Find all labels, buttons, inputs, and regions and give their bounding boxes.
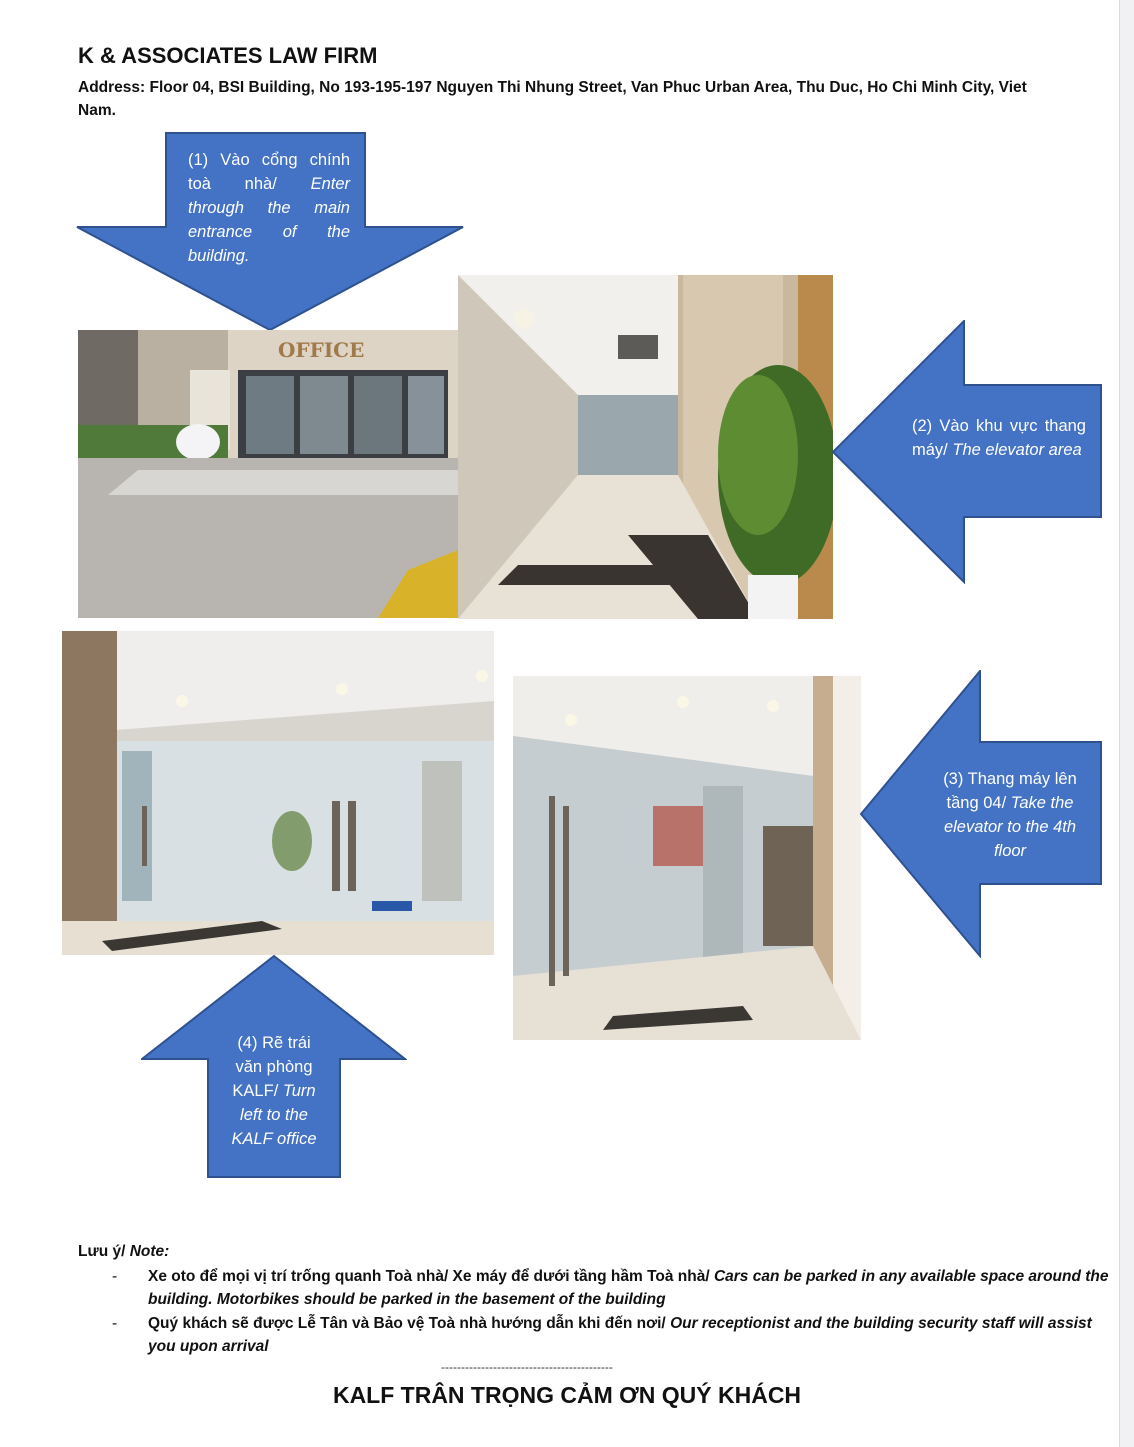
step-2-arrow bbox=[832, 320, 1104, 584]
step-3-text: (3) Thang máy lên tầng 04/ Take the elevator to the 4th floor bbox=[943, 770, 1077, 860]
office-sign: OFFICE bbox=[278, 338, 365, 362]
step-1-text: (1) Vào cổng chính toà nhà/ Enter through the main entrance of the building. bbox=[188, 151, 350, 265]
address-label: Address: bbox=[78, 79, 146, 96]
address bbox=[78, 76, 1058, 122]
note-section bbox=[78, 1240, 1118, 1359]
note-heading: Lưu ý/ Note: bbox=[78, 1243, 170, 1260]
step-4-arrow bbox=[141, 955, 407, 1179]
step-1-arrow bbox=[76, 132, 464, 332]
address-text: Floor 04, BSI Building, No 193-195-197 Nguyen Thi Nhung Street, Van Phuc Urban Area, Thu Duc, Ho Chi Minh City, Viet Nam. bbox=[78, 79, 1027, 119]
elevator-area-photo bbox=[458, 275, 833, 619]
step-4-text: (4) Rẽ trái văn phòng KALF/ Turn left to the KALF office bbox=[231, 1034, 317, 1148]
step-2-text: (2) Vào khu vực thang máy/ The elevator area bbox=[912, 417, 1086, 459]
divider-line: ------------------------------------------- bbox=[441, 1360, 613, 1374]
firm-name: K & ASSOCIATES LAW FIRM bbox=[78, 43, 378, 68]
entrance-photo bbox=[78, 330, 458, 618]
fourth-floor-photo bbox=[513, 676, 861, 1040]
note-item: - Xe oto để mọi vị trí trống quanh Toà nhà/ Xe máy để dưới tầng hầm Toà nhà/ Cars can be parked in any available space around the building. Motorbikes should be parked in the basement of the building bbox=[112, 1268, 1109, 1308]
note-item: - Quý khách sẽ được Lễ Tân và Bảo vệ Toà nhà hướng dẫn khi đến nơi/ Our receptionist and the building security staff will assist you upon arrival bbox=[112, 1315, 1092, 1355]
page-edge bbox=[1119, 0, 1134, 1447]
step-3-arrow bbox=[860, 670, 1104, 958]
note-list bbox=[78, 1265, 1118, 1358]
thank-you-message: KALF TRÂN TRỌNG CẢM ƠN QUÝ KHÁCH bbox=[332, 1382, 802, 1408]
office-entrance-photo bbox=[62, 631, 494, 955]
